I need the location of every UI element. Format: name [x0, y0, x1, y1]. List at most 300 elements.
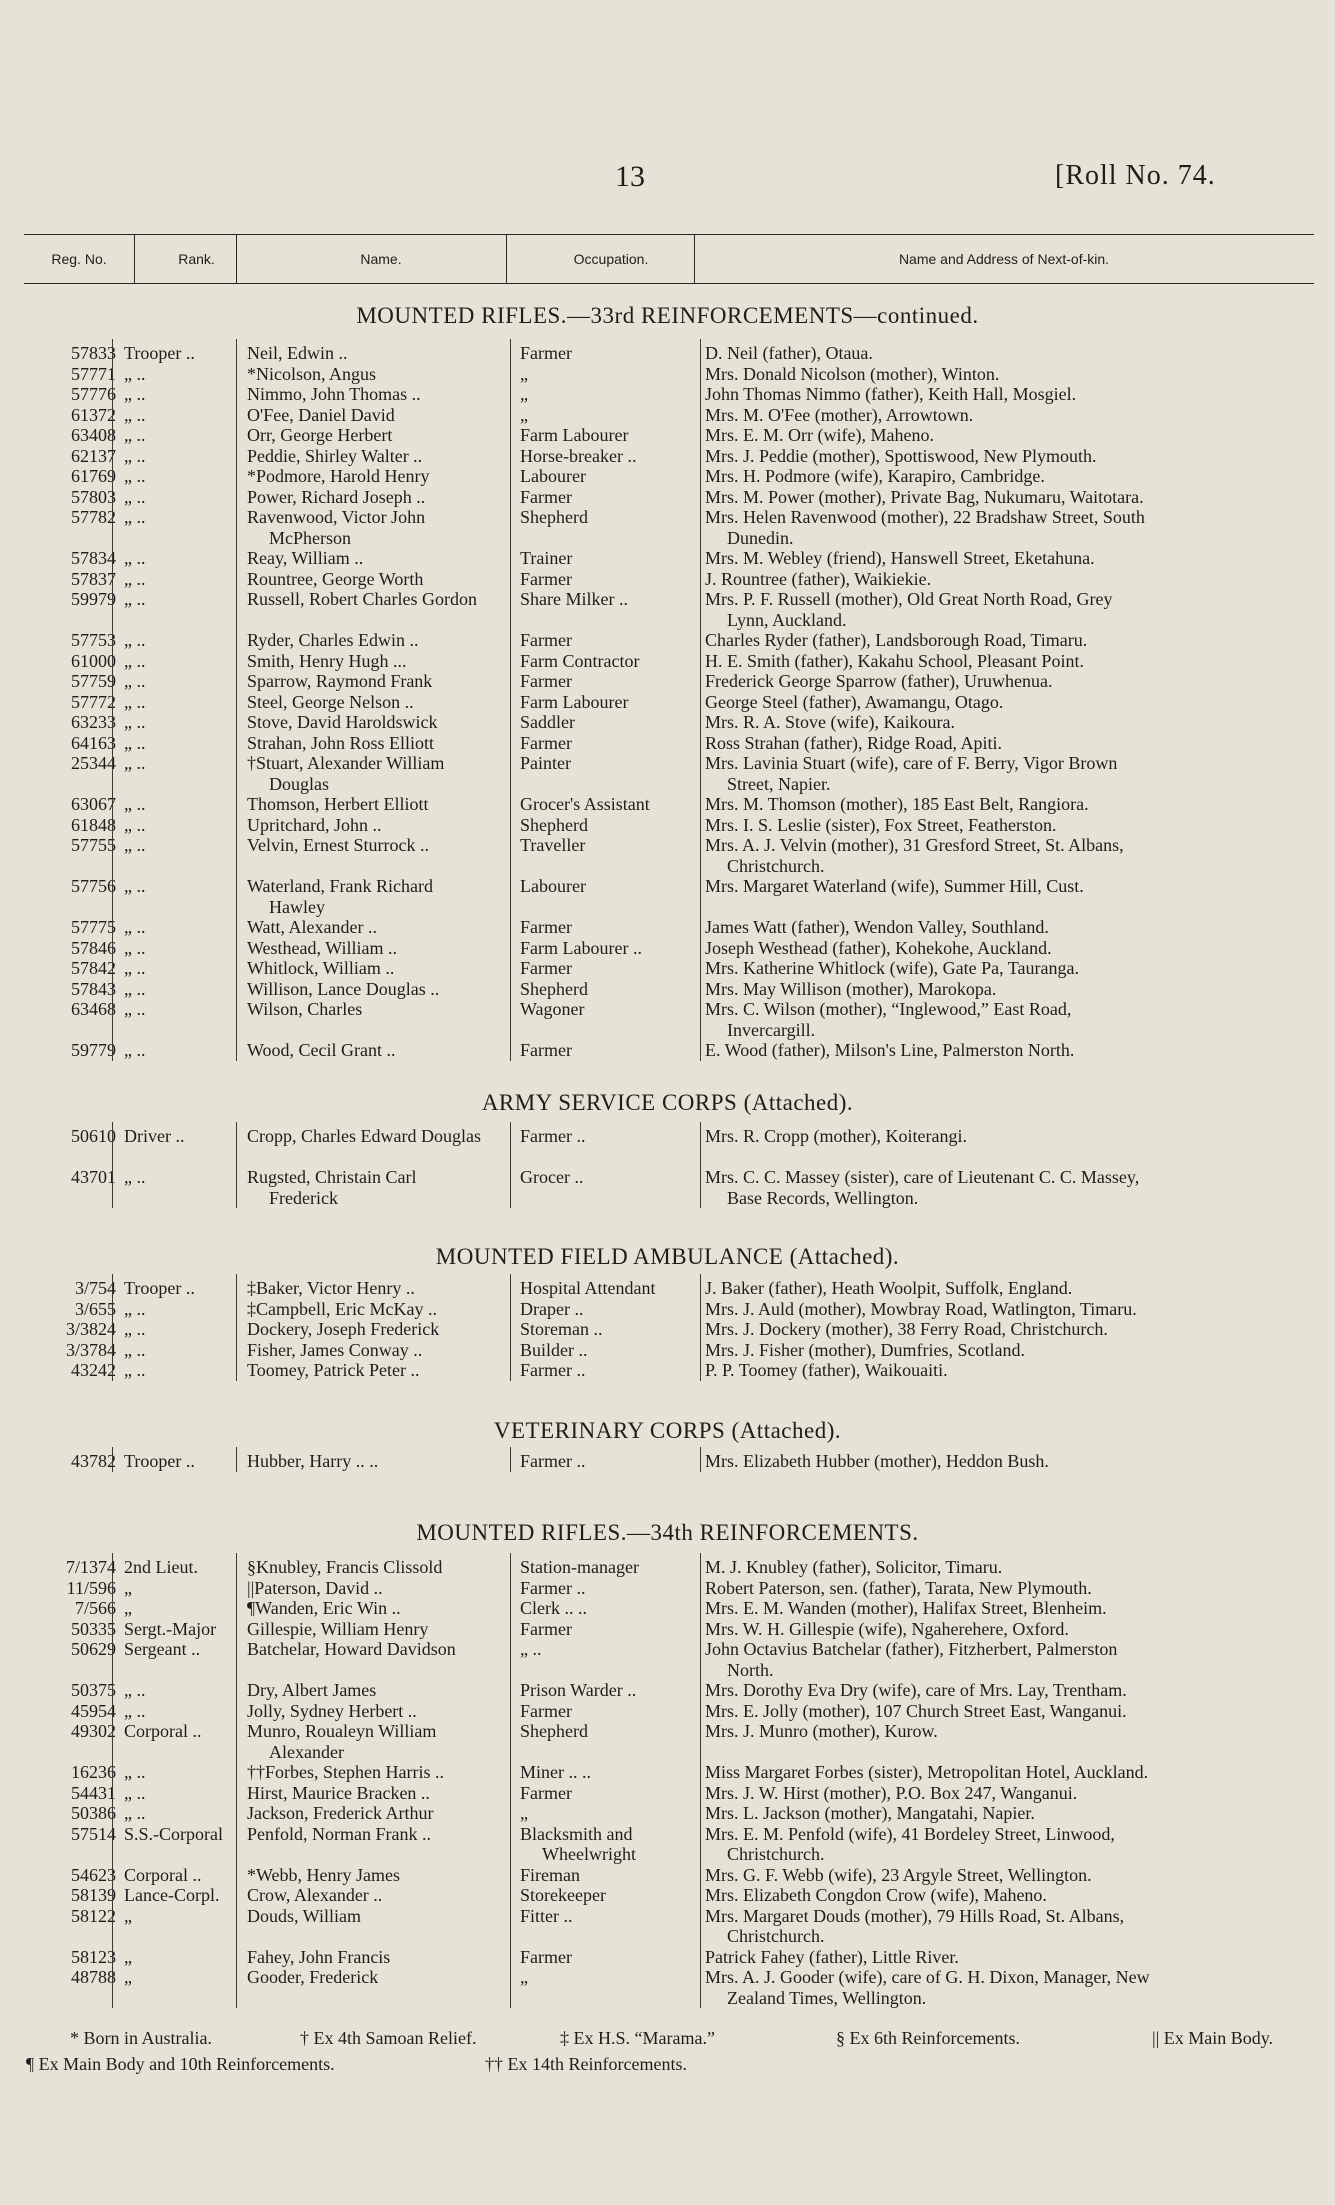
- table-row: [0, 1967, 1335, 2008]
- reg-no: 54431: [71, 1782, 116, 1803]
- soldier-name: Dry, Albert James: [247, 1680, 377, 1700]
- next-of-kin: Mrs. Helen Ravenwood (mother), 22 Bradshaw Street, South: [705, 507, 1145, 527]
- rank: „ ..: [124, 384, 146, 404]
- reg-no: 50335: [71, 1618, 116, 1639]
- reg-no: 62137: [71, 445, 116, 466]
- column-rule: [112, 1274, 113, 1381]
- table-row: [0, 1340, 1335, 1361]
- soldier-name: Jolly, Sydney Herbert ..: [247, 1700, 417, 1721]
- next-of-kin: Mrs. Katherine Whitlock (wife), Gate Pa, Tauranga.: [705, 958, 1079, 978]
- table-row: [0, 1040, 1335, 1061]
- next-of-kin: Mrs. Elizabeth Congdon Crow (wife), Maheno.: [705, 1885, 1047, 1905]
- occupation: Builder ..: [520, 1339, 588, 1360]
- occupation: Painter: [520, 753, 571, 773]
- next-of-kin-continued: Christchurch.: [727, 1926, 825, 1946]
- reg-no: 50386: [71, 1803, 116, 1823]
- reg-no: 3/3824: [65, 1319, 116, 1339]
- occupation: Draper ..: [520, 1298, 584, 1319]
- rank: „ ..: [124, 445, 146, 466]
- table-row: [0, 1299, 1335, 1320]
- occupation: Shepherd: [520, 978, 588, 999]
- rank: „ ..: [124, 1782, 146, 1803]
- column-rule: [700, 339, 701, 1061]
- column-rule: [510, 339, 511, 1061]
- footnote: ‡ Ex H.S. “Marama.”: [560, 2028, 715, 2048]
- soldier-name: ‡Baker, Victor Henry ..: [247, 1278, 415, 1298]
- next-of-kin: Charles Ryder (father), Landsborough Road, Timaru.: [705, 630, 1088, 650]
- column-rule: [236, 1274, 237, 1381]
- next-of-kin: Mrs. A. J. Velvin (mother), 31 Gresford Street, St. Albans,: [705, 835, 1124, 855]
- soldier-name: ¶Wanden, Eric Win ..: [247, 1598, 401, 1618]
- table-row: [0, 548, 1335, 569]
- rank: S.S.-Corporal: [124, 1823, 223, 1844]
- next-of-kin: Mrs. M. O'Fee (mother), Arrowtown.: [705, 404, 974, 425]
- occupation: Farmer: [520, 671, 572, 691]
- next-of-kin: Mrs. Donald Nicolson (mother), Winton.: [705, 363, 1000, 384]
- soldier-name: Peddie, Shirley Walter ..: [247, 445, 423, 466]
- next-of-kin: Mrs. E. M. Wanden (mother), Halifax Street, Blenheim.: [705, 1598, 1107, 1618]
- soldier-name: Rugsted, Christain Carl: [247, 1167, 417, 1187]
- column-rule: [700, 1122, 701, 1208]
- next-of-kin-continued: Base Records, Wellington.: [727, 1187, 919, 1208]
- next-of-kin: Mrs. G. F. Webb (wife), 23 Argyle Street, Wellington.: [705, 1864, 1092, 1885]
- soldier-name: Velvin, Ernest Sturrock ..: [247, 835, 429, 855]
- rank: „ ..: [124, 486, 146, 507]
- rank: „ ..: [124, 1167, 146, 1187]
- occupation: Fireman: [520, 1864, 580, 1885]
- reg-no: 54623: [71, 1864, 116, 1885]
- table-row: [0, 692, 1335, 713]
- reg-no: 63408: [71, 425, 116, 445]
- footnote: † Ex 4th Samoan Relief.: [300, 2028, 477, 2048]
- next-of-kin-continued: North.: [727, 1659, 774, 1680]
- rank: „: [124, 1946, 132, 1967]
- soldier-name: Douds, William: [247, 1905, 361, 1926]
- table-row: [0, 1865, 1335, 1886]
- rank: „ ..: [124, 1360, 146, 1380]
- next-of-kin: Mrs. J. Munro (mother), Kurow.: [705, 1721, 938, 1741]
- col-rank: Rank.: [178, 251, 215, 267]
- table-row: [0, 958, 1335, 979]
- reg-no: 61848: [71, 814, 116, 835]
- occupation: Grocer's Assistant: [520, 794, 650, 814]
- table-row: [0, 507, 1335, 548]
- footnote: || Ex Main Body.: [1152, 2028, 1274, 2048]
- rank: Sergt.-Major: [124, 1618, 217, 1639]
- next-of-kin: Miss Margaret Forbes (sister), Metropolitan Hotel, Auckland.: [705, 1762, 1149, 1782]
- occupation: Farmer: [520, 1700, 572, 1721]
- section-title: MOUNTED FIELD AMBULANCE (Attached).: [435, 1244, 900, 1269]
- table-row: [0, 1783, 1335, 1804]
- next-of-kin: Mrs. J. Auld (mother), Mowbray Road, Watlington, Timaru.: [705, 1298, 1137, 1319]
- occupation: Grocer ..: [520, 1167, 584, 1187]
- rank: „ ..: [124, 937, 146, 958]
- reg-no: 43242: [71, 1360, 116, 1380]
- next-of-kin: Mrs. M. Thomson (mother), 185 East Belt, Rangiora.: [705, 794, 1089, 814]
- occupation: Farm Labourer ..: [520, 937, 642, 958]
- table-row: [0, 1557, 1335, 1578]
- rank: „ ..: [124, 1700, 146, 1721]
- column-rule: [700, 1447, 701, 1472]
- reg-no: 57834: [71, 548, 116, 568]
- occupation: Shepherd: [520, 507, 588, 527]
- reg-no: 49302: [71, 1721, 116, 1741]
- occupation: Farmer: [520, 630, 572, 650]
- table-row: [0, 712, 1335, 733]
- reg-no: 57771: [71, 363, 116, 384]
- rank: „ ..: [124, 466, 146, 486]
- table-row: [0, 651, 1335, 672]
- next-of-kin: Mrs. May Willison (mother), Marokopa.: [705, 978, 997, 999]
- column-rule: [510, 1447, 511, 1472]
- rank: „ ..: [124, 1040, 146, 1060]
- occupation: Farmer: [520, 958, 572, 978]
- soldier-name: Hirst, Maurice Bracken ..: [247, 1782, 430, 1803]
- table-row: [0, 1885, 1335, 1906]
- next-of-kin: Ross Strahan (father), Ridge Road, Apiti.: [705, 732, 1002, 753]
- column-rule: [236, 1447, 237, 1472]
- soldier-name: Steel, George Nelson ..: [247, 691, 414, 712]
- table-row: [0, 384, 1335, 405]
- rank: „ ..: [124, 589, 146, 609]
- soldier-name: Munro, Roualeyn William: [247, 1721, 437, 1741]
- occupation: Farm Contractor: [520, 650, 640, 671]
- rank: „ ..: [124, 835, 146, 855]
- reg-no: 43782: [71, 1451, 116, 1471]
- rank: Corporal ..: [124, 1864, 202, 1885]
- section-title: ARMY SERVICE CORPS (Attached).: [481, 1090, 854, 1115]
- rank: „ ..: [124, 876, 146, 896]
- table-row: [0, 487, 1335, 508]
- occupation: Saddler: [520, 712, 575, 732]
- table-row: [0, 1762, 1335, 1783]
- soldier-name: Power, Richard Joseph ..: [247, 486, 426, 507]
- reg-no: 45954: [71, 1700, 116, 1721]
- reg-no: 59979: [71, 589, 116, 609]
- soldier-name-continued: Frederick: [269, 1187, 338, 1208]
- reg-no: 50629: [71, 1639, 116, 1659]
- soldier-name: Thomson, Herbert Elliott: [247, 794, 429, 814]
- reg-no: 50610: [71, 1126, 116, 1146]
- next-of-kin: J. Rountree (father), Waikiekie.: [705, 568, 932, 589]
- column-rule: [112, 1122, 113, 1208]
- reg-no: 61769: [71, 466, 116, 486]
- reg-no: 63233: [71, 712, 116, 732]
- page-number: 13: [615, 160, 645, 193]
- soldier-name-continued: Douglas: [269, 773, 329, 794]
- reg-no: 61000: [71, 650, 116, 671]
- occupation: Station-manager: [520, 1557, 639, 1577]
- rank: „ ..: [124, 630, 146, 650]
- next-of-kin: Robert Paterson, sen. (father), Tarata, New Plymouth.: [705, 1577, 1092, 1598]
- reg-no: 57837: [71, 568, 116, 589]
- occupation: „: [520, 363, 528, 384]
- next-of-kin-continued: Lynn, Auckland.: [727, 609, 847, 630]
- soldier-name: Smith, Henry Hugh ...: [247, 650, 407, 671]
- soldier-name: O'Fee, Daniel David: [247, 404, 395, 425]
- soldier-name: Neil, Edwin ..: [247, 343, 348, 363]
- rank: Lance-Corpl.: [124, 1885, 220, 1905]
- reg-no: 58139: [71, 1885, 116, 1905]
- rank: „ ..: [124, 732, 146, 753]
- table-row: [0, 1278, 1335, 1299]
- next-of-kin: George Steel (father), Awamangu, Otago.: [705, 691, 1004, 712]
- soldier-name: Waterland, Frank Richard: [247, 876, 433, 896]
- rank: „ ..: [124, 650, 146, 671]
- soldier-name: Ryder, Charles Edwin ..: [247, 630, 419, 650]
- rank: „ ..: [124, 363, 146, 384]
- rank: „ ..: [124, 753, 146, 773]
- reg-no: 58122: [71, 1905, 116, 1926]
- column-rule: [510, 1553, 511, 2008]
- occupation: „: [520, 1803, 528, 1823]
- next-of-kin: D. Neil (father), Otaua.: [705, 343, 873, 363]
- table-row: [0, 1598, 1335, 1619]
- next-of-kin: James Watt (father), Wendon Valley, Southland.: [705, 917, 1049, 937]
- occupation: Farmer: [520, 1782, 572, 1803]
- reg-no: 57842: [71, 958, 116, 978]
- next-of-kin: Mrs. E. M. Orr (wife), Maheno.: [705, 425, 934, 445]
- soldier-name: Russell, Robert Charles Gordon: [247, 589, 477, 609]
- table-row: [0, 1360, 1335, 1381]
- column-header-row: [24, 234, 1314, 284]
- next-of-kin-continued: Dunedin.: [727, 527, 794, 548]
- occupation: Wagoner: [520, 999, 585, 1019]
- table-row: [0, 733, 1335, 754]
- soldier-name: †Stuart, Alexander William: [247, 753, 445, 773]
- reg-no: 59779: [71, 1040, 116, 1060]
- occupation: Farm Labourer: [520, 425, 629, 445]
- occupation: Hospital Attendant: [520, 1278, 656, 1298]
- soldier-name: Sparrow, Raymond Frank: [247, 671, 433, 691]
- reg-no: 57843: [71, 978, 116, 999]
- occupation: Farmer: [520, 1618, 572, 1639]
- soldier-name-continued: Alexander: [269, 1741, 344, 1762]
- rank: Trooper ..: [124, 1451, 195, 1471]
- soldier-name: ††Forbes, Stephen Harris ..: [247, 1762, 444, 1782]
- rank: „ ..: [124, 1762, 146, 1782]
- occupation: „ ..: [520, 1639, 542, 1659]
- reg-no: 57803: [71, 486, 116, 507]
- occupation: Farmer: [520, 732, 572, 753]
- column-rule: [510, 1122, 511, 1208]
- reg-no: 58123: [71, 1946, 116, 1967]
- table-row: [0, 938, 1335, 959]
- reg-no: 57776: [71, 384, 116, 404]
- occupation: Trainer: [520, 548, 573, 568]
- reg-no: 7/566: [74, 1598, 116, 1618]
- table-row: [0, 999, 1335, 1040]
- occupation: Shepherd: [520, 814, 588, 835]
- occupation: Fitter ..: [520, 1905, 573, 1926]
- next-of-kin: M. J. Knubley (father), Solicitor, Timaru.: [705, 1557, 1003, 1577]
- next-of-kin: Mrs. J. W. Hirst (mother), P.O. Box 247, Wanganui.: [705, 1782, 1078, 1803]
- soldier-name: Wilson, Charles: [247, 999, 363, 1019]
- rank: „ ..: [124, 917, 146, 937]
- occupation: Farmer: [520, 486, 572, 507]
- occupation: Share Milker ..: [520, 589, 628, 609]
- soldier-name: Dockery, Joseph Frederick: [247, 1319, 440, 1339]
- soldier-name: ‡Campbell, Eric McKay ..: [247, 1298, 437, 1319]
- rank: Sergeant ..: [124, 1639, 201, 1659]
- next-of-kin: Mrs. Dorothy Eva Dry (wife), care of Mrs. Lay, Trentham.: [705, 1680, 1127, 1700]
- reg-no: 57756: [71, 876, 116, 896]
- soldier-name: Wood, Cecil Grant ..: [247, 1040, 396, 1060]
- table-row: [0, 425, 1335, 446]
- table-row: [0, 1167, 1335, 1208]
- col-occupation: Occupation.: [573, 251, 649, 267]
- section-title: MOUNTED RIFLES.—33rd REINFORCEMENTS—continued.: [356, 303, 979, 328]
- reg-no: 3/3784: [65, 1339, 116, 1360]
- next-of-kin: Frederick George Sparrow (father), Uruwhenua.: [705, 671, 1053, 691]
- table-row: [0, 753, 1335, 794]
- soldier-name: §Knubley, Francis Clissold: [247, 1557, 443, 1577]
- table-row: [0, 630, 1335, 651]
- rank: „ ..: [124, 1339, 146, 1360]
- table-row: [0, 1701, 1335, 1722]
- table-row: [0, 979, 1335, 1000]
- soldier-name: Rountree, George Worth: [247, 568, 424, 589]
- soldier-name: Crow, Alexander ..: [247, 1885, 383, 1905]
- table-row: [0, 446, 1335, 467]
- next-of-kin: Mrs. C. Wilson (mother), “Inglewood,” East Road,: [705, 999, 1072, 1019]
- rank: „: [124, 1577, 132, 1598]
- reg-no: 57772: [71, 691, 116, 712]
- occupation: Storeman ..: [520, 1319, 603, 1339]
- occupation: Farm Labourer: [520, 691, 629, 712]
- reg-no: 57833: [71, 343, 116, 363]
- soldier-name: Hubber, Harry .. ..: [247, 1451, 379, 1471]
- soldier-name: Batchelar, Howard Davidson: [247, 1639, 456, 1659]
- occupation: Labourer: [520, 466, 586, 486]
- reg-no: 57753: [71, 630, 116, 650]
- occupation: Clerk .. ..: [520, 1598, 587, 1618]
- occupation: Farmer: [520, 343, 572, 363]
- rank: „ ..: [124, 425, 146, 445]
- column-rule: [112, 339, 113, 1061]
- soldier-name: Toomey, Patrick Peter ..: [247, 1360, 420, 1380]
- table-row: [0, 794, 1335, 815]
- next-of-kin: Mrs. M. Webley (friend), Hanswell Street, Eketahuna.: [705, 548, 1095, 568]
- reg-no: 57759: [71, 671, 116, 691]
- reg-no: 63468: [71, 999, 116, 1019]
- soldier-name: Upritchard, John ..: [247, 814, 382, 835]
- next-of-kin-continued: Christchurch.: [727, 855, 825, 876]
- table-row: [0, 364, 1335, 385]
- next-of-kin: Mrs. J. Fisher (mother), Dumfries, Scotland.: [705, 1339, 1025, 1360]
- table-row: [0, 1319, 1335, 1340]
- occupation: Blacksmith and: [520, 1823, 633, 1844]
- next-of-kin: John Thomas Nimmo (father), Keith Hall, Mosgiel.: [705, 384, 1077, 404]
- next-of-kin: Mrs. J. Peddie (mother), Spottiswood, New Plymouth.: [705, 445, 1097, 466]
- soldier-name: Fisher, James Conway ..: [247, 1339, 423, 1360]
- occupation: Farmer ..: [520, 1451, 586, 1471]
- rank: „ ..: [124, 1680, 146, 1700]
- table-row: [0, 569, 1335, 590]
- rank: „ ..: [124, 1803, 146, 1823]
- reg-no: 57514: [71, 1823, 116, 1844]
- rank: „ ..: [124, 712, 146, 732]
- column-rule: [236, 1553, 237, 2008]
- soldier-name: Penfold, Norman Frank ..: [247, 1823, 431, 1844]
- soldier-name: *Nicolson, Angus: [247, 363, 377, 384]
- table-row: [0, 671, 1335, 692]
- soldier-name: Orr, George Herbert: [247, 425, 393, 445]
- next-of-kin: Mrs. E. M. Penfold (wife), 41 Bordeley Street, Linwood,: [705, 1823, 1115, 1844]
- next-of-kin: J. Baker (father), Heath Woolpit, Suffolk, England.: [705, 1278, 1073, 1298]
- occupation: Storekeeper: [520, 1885, 606, 1905]
- occupation: Farmer: [520, 917, 572, 937]
- reg-no: 3/754: [74, 1278, 116, 1298]
- table-row: [0, 1578, 1335, 1599]
- reg-no: 57755: [71, 835, 116, 855]
- occupation: „: [520, 404, 528, 425]
- soldier-name: Cropp, Charles Edward Douglas: [247, 1126, 481, 1146]
- next-of-kin: Mrs. C. C. Massey (sister), care of Lieutenant C. C. Massey,: [705, 1167, 1140, 1187]
- rank: „ ..: [124, 548, 146, 568]
- reg-no: 61372: [71, 404, 116, 425]
- next-of-kin: Mrs. I. S. Leslie (sister), Fox Street, Featherston.: [705, 814, 1057, 835]
- next-of-kin: Mrs. A. J. Gooder (wife), care of G. H. Dixon, Manager, New: [705, 1967, 1150, 1987]
- column-rule: [700, 1553, 701, 2008]
- next-of-kin: H. E. Smith (father), Kakahu School, Pleasant Point.: [705, 650, 1084, 671]
- soldier-name: Whitlock, William ..: [247, 958, 395, 978]
- next-of-kin: Mrs. R. Cropp (mother), Koiterangi.: [705, 1126, 967, 1146]
- occupation: Farmer ..: [520, 1360, 586, 1380]
- rank: Driver ..: [124, 1126, 185, 1146]
- reg-no: 64163: [71, 732, 116, 753]
- next-of-kin: Mrs. W. H. Gillespie (wife), Ngaherehere, Oxford.: [705, 1618, 1069, 1639]
- rank: „ ..: [124, 404, 146, 425]
- soldier-name: Stove, David Haroldswick: [247, 712, 438, 732]
- occupation: Horse-breaker ..: [520, 445, 637, 466]
- soldier-name: Reay, William ..: [247, 548, 364, 568]
- occupation: Prison Warder ..: [520, 1680, 637, 1700]
- rank: „ ..: [124, 999, 146, 1019]
- soldier-name: ||Paterson, David ..: [247, 1577, 383, 1598]
- reg-no: 3/655: [74, 1298, 116, 1319]
- rank: „ ..: [124, 507, 146, 527]
- reg-no: 11/596: [66, 1577, 116, 1598]
- occupation: Miner .. ..: [520, 1762, 591, 1782]
- reg-no: 7/1374: [65, 1557, 116, 1577]
- occupation: Shepherd: [520, 1721, 588, 1741]
- occupation: Farmer: [520, 568, 572, 589]
- next-of-kin: Mrs. R. A. Stove (wife), Kaikoura.: [705, 712, 955, 732]
- soldier-name: Gillespie, William Henry: [247, 1618, 429, 1639]
- table-row: [0, 1680, 1335, 1701]
- footnote: § Ex 6th Reinforcements.: [836, 2028, 1020, 2048]
- occupation: Farmer ..: [520, 1126, 586, 1146]
- reg-no: 63067: [71, 794, 116, 814]
- footnote: * Born in Australia.: [70, 2028, 212, 2048]
- section-title: MOUNTED RIFLES.—34th REINFORCEMENTS.: [416, 1520, 919, 1545]
- next-of-kin-continued: Christchurch.: [727, 1844, 825, 1864]
- next-of-kin-continued: Zealand Times, Wellington.: [727, 1987, 927, 2008]
- reg-no: 25344: [71, 753, 116, 773]
- rank: „: [124, 1905, 132, 1926]
- soldier-name: Nimmo, John Thomas ..: [247, 384, 421, 404]
- column-rule: [510, 1274, 511, 1381]
- reg-no: 57782: [71, 507, 116, 527]
- reg-no: 50375: [71, 1680, 116, 1700]
- next-of-kin-continued: Invercargill.: [727, 1019, 816, 1040]
- next-of-kin: Mrs. M. Power (mother), Private Bag, Nukumaru, Waitotara.: [705, 486, 1144, 507]
- soldier-name-continued: Hawley: [269, 896, 325, 917]
- table-row: [0, 917, 1335, 938]
- occupation: „: [520, 384, 528, 404]
- table-row: [0, 815, 1335, 836]
